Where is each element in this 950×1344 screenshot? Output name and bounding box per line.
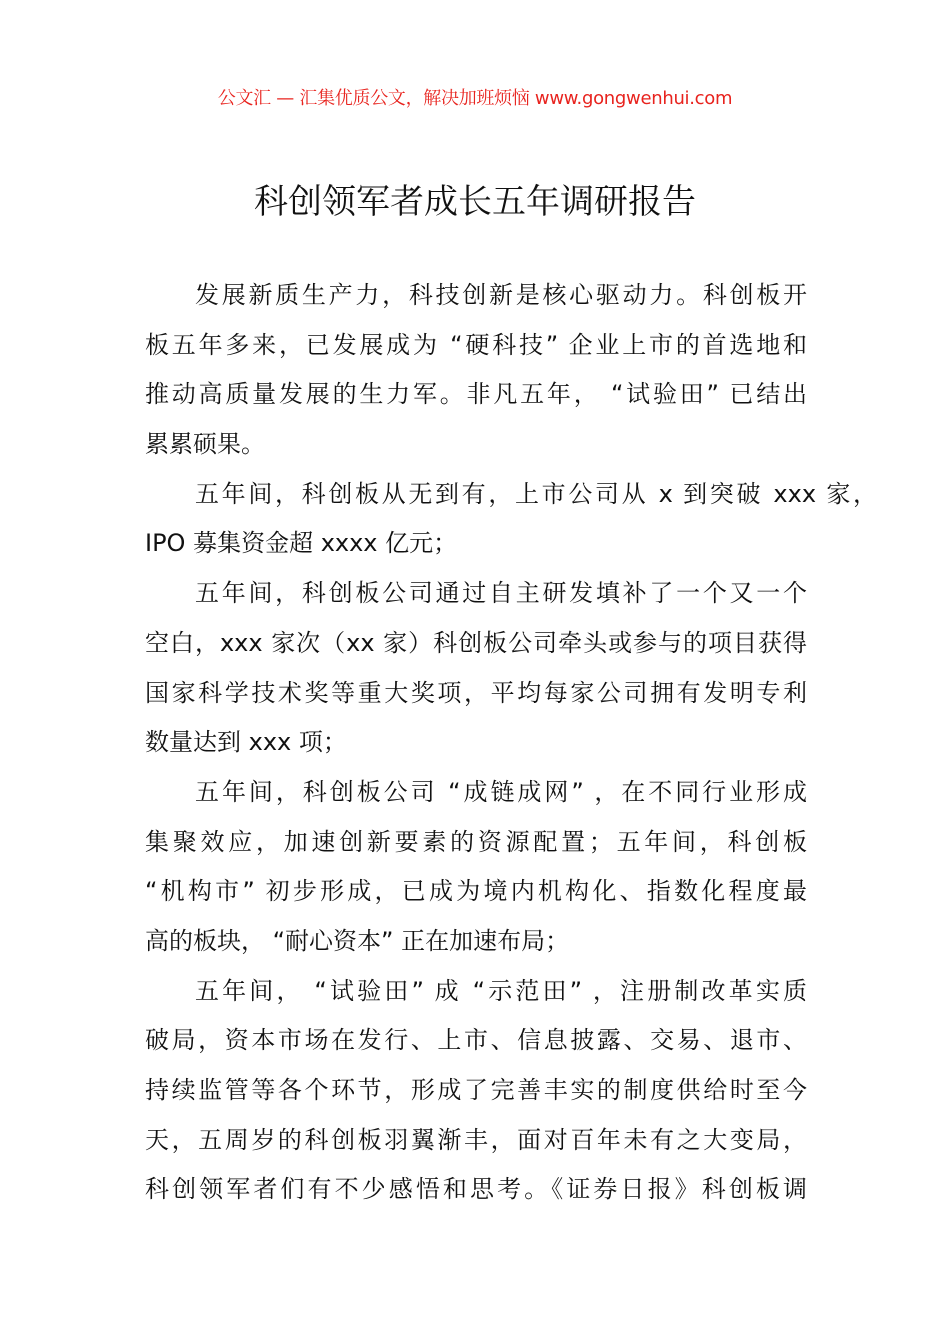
- document-title: 科创领军者成长五年调研报告: [254, 182, 696, 222]
- paragraph-line: 天，五周岁的科创板羽翼渐丰，面对百年未有之大变局，: [145, 1125, 807, 1154]
- paragraph-line: 五年间，科创板从无到有，上市公司从 x 到突破 xxx 家，: [195, 479, 877, 508]
- watermark-header: 公文汇 — 汇集优质公文，解决加班烦恼 www.gongwenhui.com: [217, 88, 733, 109]
- paragraph-line: 数量达到 xxx 项；: [145, 728, 347, 757]
- paragraph-line: “机构市” 初步形成，已成为境内机构化、指数化程度最: [145, 877, 807, 906]
- paragraph-line: 板五年多来，已发展成为 “硬科技” 企业上市的首选地和: [145, 330, 807, 359]
- paragraph-line: 持续监管等各个环节，形成了完善丰实的制度供给时至今: [145, 1076, 807, 1104]
- paragraph-line: 空白，xxx 家次（xx 家）科创板公司牵头或参与的项目获得: [145, 628, 807, 657]
- paragraph-line: 累累硕果。: [145, 430, 265, 459]
- paragraph-line: 科创领军者们有不少感悟和思考。《证券日报》科创板调: [145, 1175, 807, 1204]
- document-body: [145, 271, 877, 1215]
- paragraph-line: 推动高质量发展的生力军。非凡五年， “试验田” 已结出: [145, 380, 807, 409]
- paragraph-line: 破局，资本市场在发行、上市、信息披露、交易、退市、: [145, 1026, 807, 1055]
- paragraph-line: 高的板块， “耐心资本” 正在加速布局；: [145, 926, 570, 955]
- paragraph-line: IPO 募集资金超 xxxx 亿元；: [145, 529, 458, 558]
- paragraph-line: 五年间， “试验田” 成 “示范田” ，注册制改革实质: [195, 976, 807, 1005]
- paragraph-line: 集聚效应，加速创新要素的资源配置；五年间，科创板: [145, 827, 807, 856]
- paragraph-line: 发展新质生产力，科技创新是核心驱动力。科创板开: [195, 281, 807, 309]
- paragraph-line: 国家科学技术奖等重大奖项，平均每家公司拥有发明专利: [145, 678, 807, 707]
- paragraph-line: 五年间，科创板公司通过自主研发填补了一个又一个: [195, 579, 807, 608]
- paragraph-line: 五年间，科创板公司 “成链成网” ，在不同行业形成: [195, 777, 807, 806]
